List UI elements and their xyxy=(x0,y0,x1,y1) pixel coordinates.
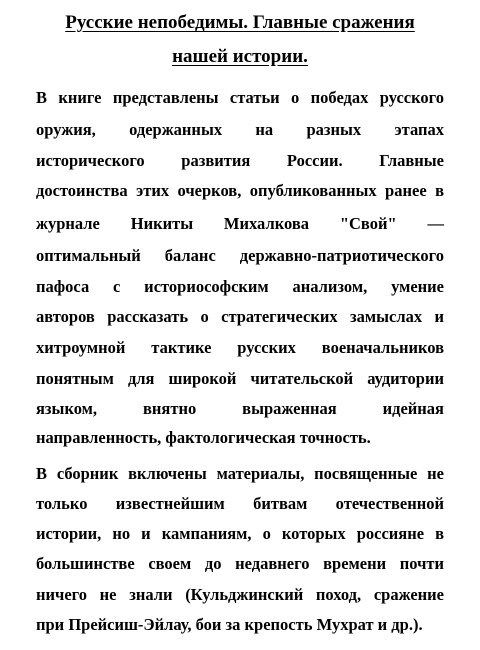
paragraph-2-line: истории, но и кампаниям, о которых россияне в xyxy=(36,524,444,543)
paragraph-2-line: ничего не знали (Кульджинский поход, сражение xyxy=(36,585,444,604)
paragraph-1-line: исторического развития России. Главные xyxy=(36,151,444,170)
paragraph-2-line: при Прейсиш-Эйлау, бои за крепость Мухрат и др.). xyxy=(36,615,423,634)
paragraph-1-line: авторов рассказать о стратегических замыслах и xyxy=(36,307,444,326)
paragraph-1-line: оружия, одержанных на разных этапах xyxy=(36,120,444,139)
document-title-line-1: Русские непобедимы. Главные сражения xyxy=(65,12,415,33)
paragraph-2-line: только известнейшим битвам отечественной xyxy=(36,494,444,513)
paragraph-1-line: хитроумной тактике русских военачальников xyxy=(36,338,444,357)
paragraph-1-line: пафоса с историософским анализом, умение xyxy=(36,277,444,296)
paragraph-1-line: оптимальный баланс державно-патриотического xyxy=(36,246,444,265)
paragraph-1-line: языком, внятно выраженная идейная xyxy=(36,399,444,418)
document-title-line-2: нашей истории. xyxy=(172,46,308,67)
paragraph-2-line: В сборник включены материалы, посвященные не xyxy=(36,464,444,483)
paragraph-2-line: большинстве своем до недавнего времени почти xyxy=(36,554,444,573)
paragraph-1-line: В книге представлены статьи о победах русского xyxy=(36,88,444,107)
paragraph-1-line: журнале Никиты Михалкова "Свой" — xyxy=(36,214,444,233)
paragraph-1-line: достоинства этих очерков, опубликованных ранее в xyxy=(36,181,444,200)
paragraph-1-line: направленность, фактологическая точность. xyxy=(36,428,371,447)
paragraph-1-line: понятным для широкой читательской аудитории xyxy=(36,369,444,388)
